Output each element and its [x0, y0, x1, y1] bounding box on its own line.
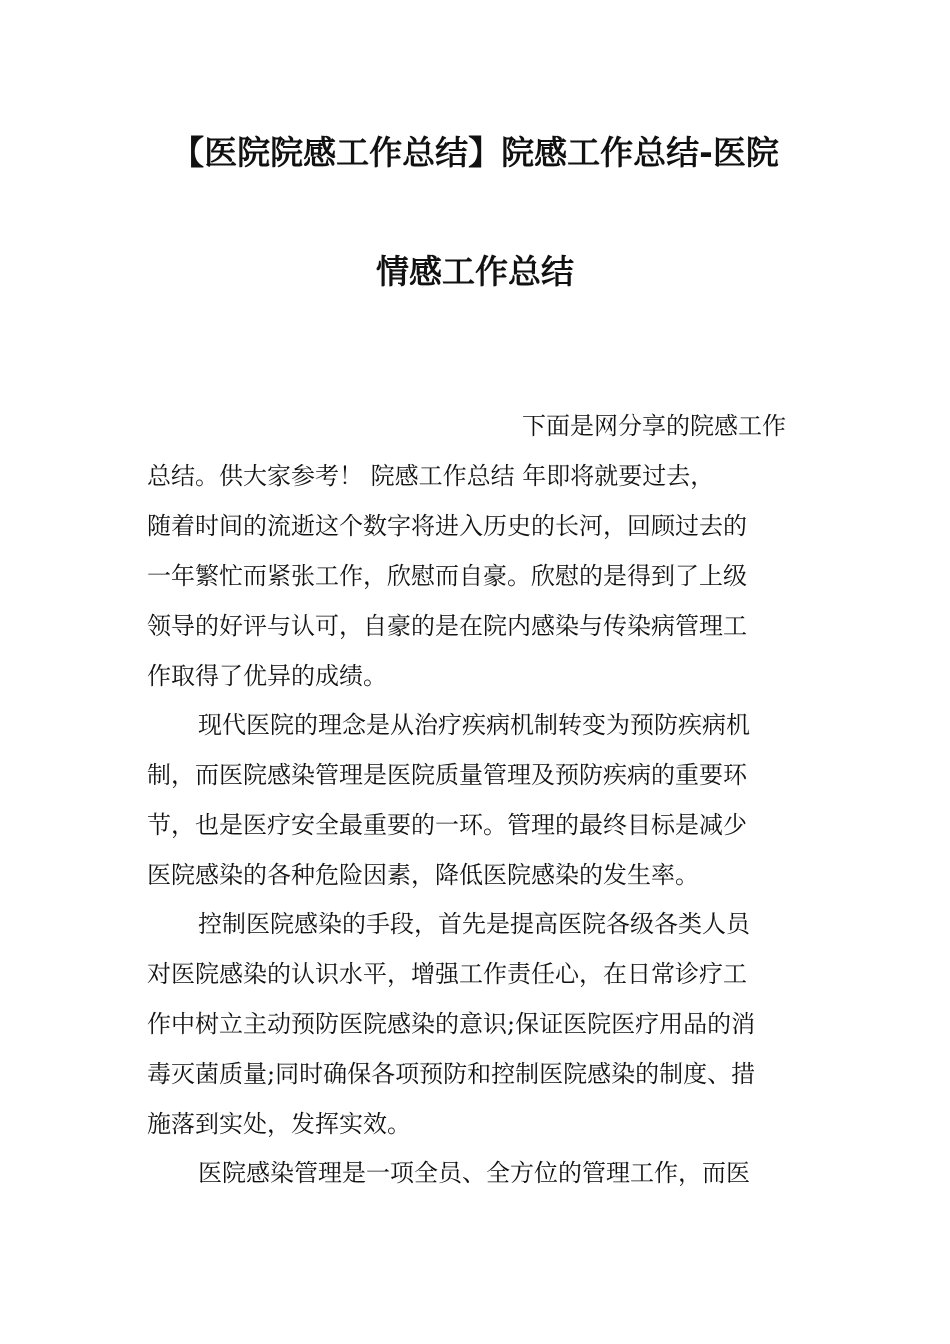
body-line-8: 制，而医院感染管理是医院质量管理及预防疾病的重要环	[147, 761, 747, 789]
document-title-line-1: 【医院院感工作总结】院感工作总结-医院	[171, 133, 779, 172]
body-line-3: 随着时间的流逝这个数字将进入历史的长河，回顾过去的	[147, 512, 747, 540]
body-line-14: 毒灭菌质量;同时确保各项预防和控制医院感染的制度、措	[147, 1060, 756, 1088]
body-line-1: 下面是网分享的院感工作	[522, 412, 786, 440]
body-line-13: 作中树立主动预防医院感染的意识;保证医院医疗用品的消	[147, 1010, 756, 1038]
body-line-9: 节，也是医疗安全最重要的一环。管理的最终目标是减少	[147, 811, 747, 839]
body-line-16: 医院感染管理是一项全员、全方位的管理工作，而医	[198, 1159, 750, 1187]
body-line-7: 现代医院的理念是从治疗疾病机制转变为预防疾病机	[198, 711, 750, 739]
body-line-6: 作取得了优异的成绩。	[147, 662, 387, 690]
body-line-15: 施落到实处，发挥实效。	[147, 1110, 411, 1138]
body-line-10: 医院感染的各种危险因素，降低医院感染的发生率。	[147, 861, 699, 889]
body-line-11: 控制医院感染的手段，首先是提高医院各级各类人员	[198, 910, 750, 938]
body-line-5: 领导的好评与认可，自豪的是在院内感染与传染病管理工	[147, 612, 747, 640]
body-line-2: 总结。供大家参考！ 院感工作总结 年即将就要过去，	[147, 462, 715, 490]
document-title-line-2: 情感工作总结	[376, 252, 574, 291]
body-line-12: 对医院感染的认识水平，增强工作责任心，在日常诊疗工	[147, 960, 747, 988]
body-line-4: 一年繁忙而紧张工作，欣慰而自豪。欣慰的是得到了上级	[147, 562, 747, 590]
